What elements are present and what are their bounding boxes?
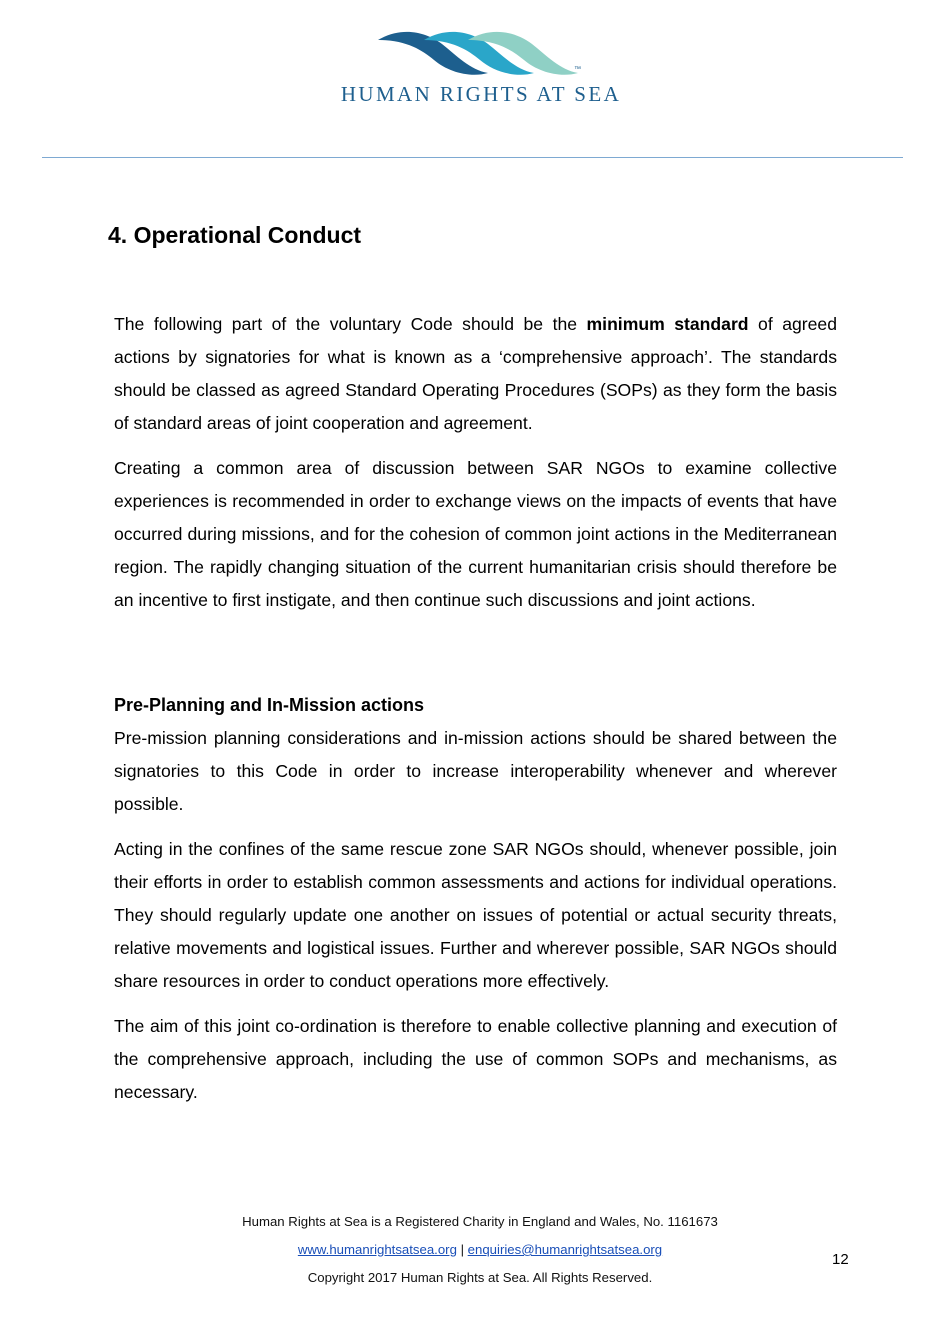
footer-email-link[interactable]: enquiries@humanrightsatsea.org xyxy=(467,1242,663,1257)
page-number: 12 xyxy=(832,1251,849,1268)
subsection-paragraph-1: Pre-mission planning considerations and in-mission actions should be shared between the signatories to this Code in order to increase interoperability whenever and wherever possible. xyxy=(114,728,837,814)
footer-links xyxy=(160,1236,800,1264)
header-divider xyxy=(42,157,903,158)
header-logo xyxy=(0,28,950,107)
subsection-heading: Pre-Planning and In-Mission actions xyxy=(114,695,425,715)
intro-paragraph-2: Creating a common area of discussion between SAR NGOs to examine collective experiences is recommended in order to exchange views on the impacts of events that have occurred during missions, and for the cohesion of common joint actions in the Mediterranean region. The rapidly changing situation of the current humanitarian crisis should therefore be an incentive to first instigate, and then continue such discussions and joint actions. xyxy=(114,458,837,610)
footer-website-link[interactable]: www.humanrightsatsea.org xyxy=(297,1242,457,1257)
subsection-paragraph-3: The aim of this joint co-ordination is therefore to enable collective planning and execution of the comprehensive approach, including the use of common SOPs and mechanisms, as necessary. xyxy=(114,1016,837,1102)
intro-bold-phrase: minimum standard xyxy=(586,314,749,334)
footer-charity-line: Human Rights at Sea is a Registered Charity in England and Wales, No. 1161673 xyxy=(242,1214,718,1229)
page-footer xyxy=(160,1208,800,1292)
footer-link-separator: | xyxy=(456,1242,468,1257)
intro-paragraph-1 xyxy=(114,308,837,440)
intro-text-before: The following part of the voluntary Code should be the xyxy=(114,314,587,334)
waves-logo-icon xyxy=(360,28,590,80)
section-title: 4. Operational Conduct xyxy=(108,222,362,248)
logo-text: HUMAN RIGHTS AT SEA xyxy=(340,82,622,106)
intro-text-after: of agreed actions by signatories for what is known as a ‘comprehensive approach’. The standards should be classed as agreed Standard Operating Procedures (SOPs) as they form the basis of standard areas of joint cooperation and agreement. xyxy=(114,314,838,433)
trademark-mark: ™ xyxy=(574,66,581,73)
footer-copyright: Copyright 2017 Human Rights at Sea. All Rights Reserved. xyxy=(307,1270,653,1285)
subsection-paragraph-2: Acting in the confines of the same rescue zone SAR NGOs should, whenever possible, join their efforts in order to establish common assessments and actions for individual operations. They should regularly update one another on issues of potential or actual security threats, relative movements and logistical issues. Further and wherever possible, SAR NGOs should share resources in order to conduct operations more effectively. xyxy=(114,839,837,991)
page-body xyxy=(114,308,837,1109)
